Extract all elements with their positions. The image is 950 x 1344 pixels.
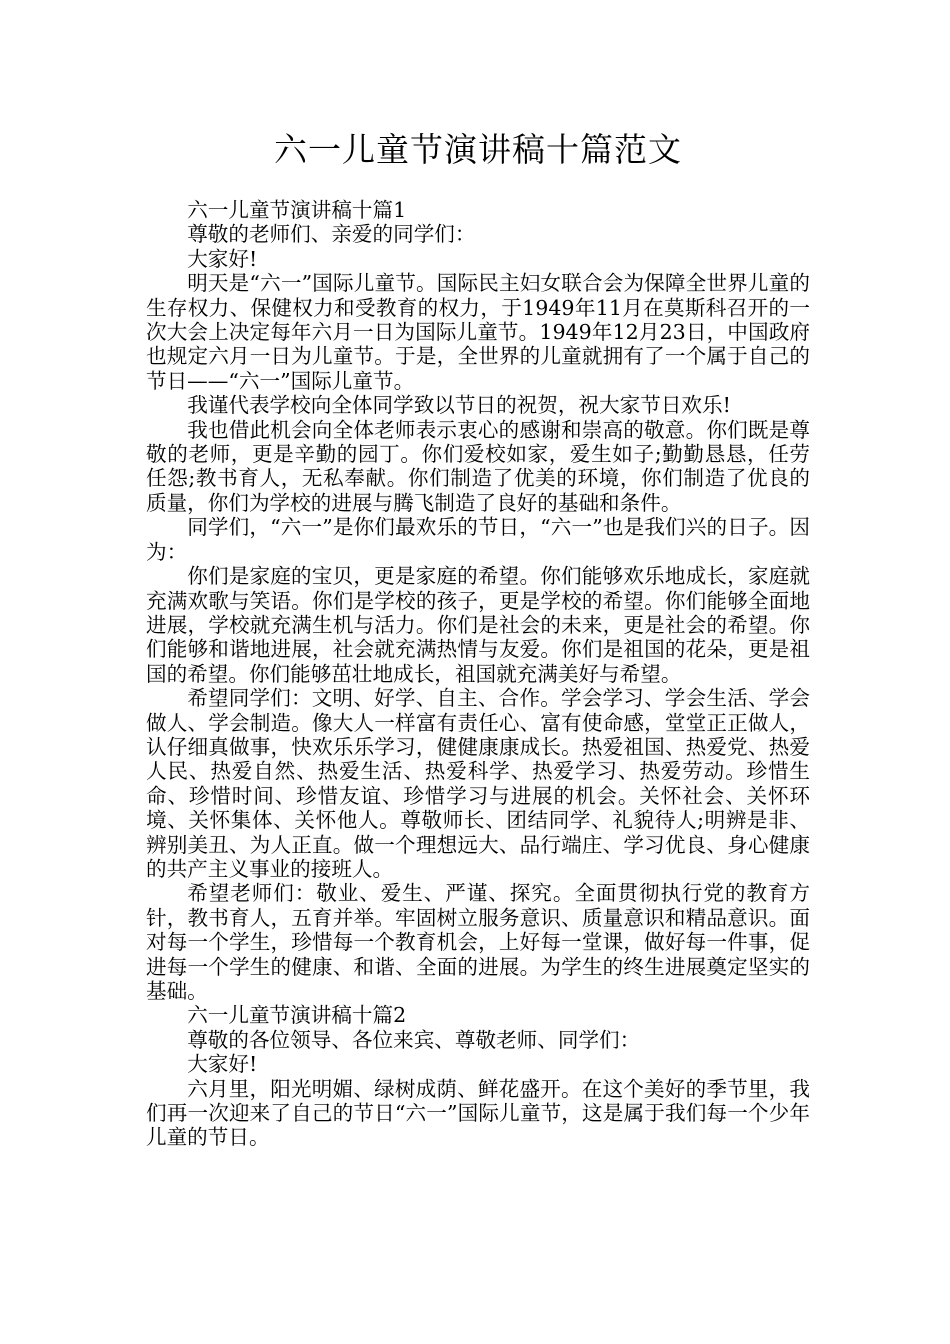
paragraph: 我也借此机会向全体老师表示衷心的感谢和崇高的敬意。你们既是尊敬的老师，更是辛勤的园丁。你们爱校如家，爱生如子;勤勤恳恳，任劳任怨;教书育人，无私奉献。你们制造了优美的环境，你们制造了优良的质量，你们为学校的进展与腾飞制造了良好的基础和条件。 [146,417,810,515]
paragraph: 尊敬的各位领导、各位来宾、尊敬老师、同学们： [187,1027,641,1052]
document-body [146,198,810,1150]
paragraph: 希望同学们：文明、好学、自主、合作。学会学习、学会生活、学会做人、学会制造。像大人一样富有责任心、富有使命感，堂堂正正做人，认仔细真做事，快欢乐乐学习，健健康康成长。热爱祖国、热爱党、热爱人民、热爱自然、热爱生活、热爱科学、热爱学习、热爱劳动。珍惜生命、珍惜时间、珍惜友谊、珍惜学习与进展的机会。关怀社会、关怀环境、关怀集体、关怀他人。尊敬师长、团结同学、礼貌待人;明辨是非、辨别美丑、为人正直。做一个理想远大、品行端庄、学习优良、身心健康的共产主义事业的接班人。 [146,686,810,881]
paragraph: 六一儿童节演讲稿十篇2 [187,1003,407,1028]
paragraph: 我谨代表学校向全体同学致以节日的祝贺，祝大家节日欢乐! [187,393,731,418]
paragraph: 大家好! [187,246,258,271]
document-title: 六一儿童节演讲稿十篇范文 [274,130,682,169]
paragraph: 尊敬的老师们、亲爱的同学们： [187,222,476,247]
paragraph: 希望老师们：敬业、爱生、严谨、探究。全面贯彻执行党的教育方针，教书育人，五育并举。牢固树立服务意识、质量意识和精品意识。面对每一个学生，珍惜每一个教育机会，上好每一堂课，做好每一件事，促进每一个学生的健康、和谐、全面的进展。为学生的终生进展奠定坚实的基础。 [146,881,810,1003]
paragraph: 六月里，阳光明媚、绿树成荫、鲜花盛开。在这个美好的季节里，我们再一次迎来了自己的节日“六一”国际儿童节，这是属于我们每一个少年儿童的节日。 [146,1076,810,1150]
paragraph: 明天是“六一”国际儿童节。国际民主妇女联合会为保障全世界儿童的生存权力、保健权力和受教育的权力，于1949年11月在莫斯科召开的一次大会上决定每年六月一日为国际儿童节。1949年12月23日，中国政府也规定六月一日为儿童节。于是，全世界的儿童就拥有了一个属于自己的节日——“六一”国际儿童节。 [146,271,810,393]
document-page [146,128,810,1150]
paragraph: 六一儿童节演讲稿十篇1 [187,198,407,222]
paragraph: 你们是家庭的宝贝，更是家庭的希望。你们能够欢乐地成长，家庭就充满欢歌与笑语。你们是学校的孩子，更是学校的希望。你们能够全面地进展，学校就充满生机与活力。你们是社会的未来，更是社会的希望。你们能够和谐地进展，社会就充满热情与友爱。你们是祖国的花朵，更是祖国的希望。你们能够茁壮地成长，祖国就充满美好与希望。 [146,564,810,686]
paragraph: 大家好! [187,1052,258,1077]
paragraph: 同学们，“六一”是你们最欢乐的节日，“六一”也是我们兴的日子。因为： [146,515,810,564]
